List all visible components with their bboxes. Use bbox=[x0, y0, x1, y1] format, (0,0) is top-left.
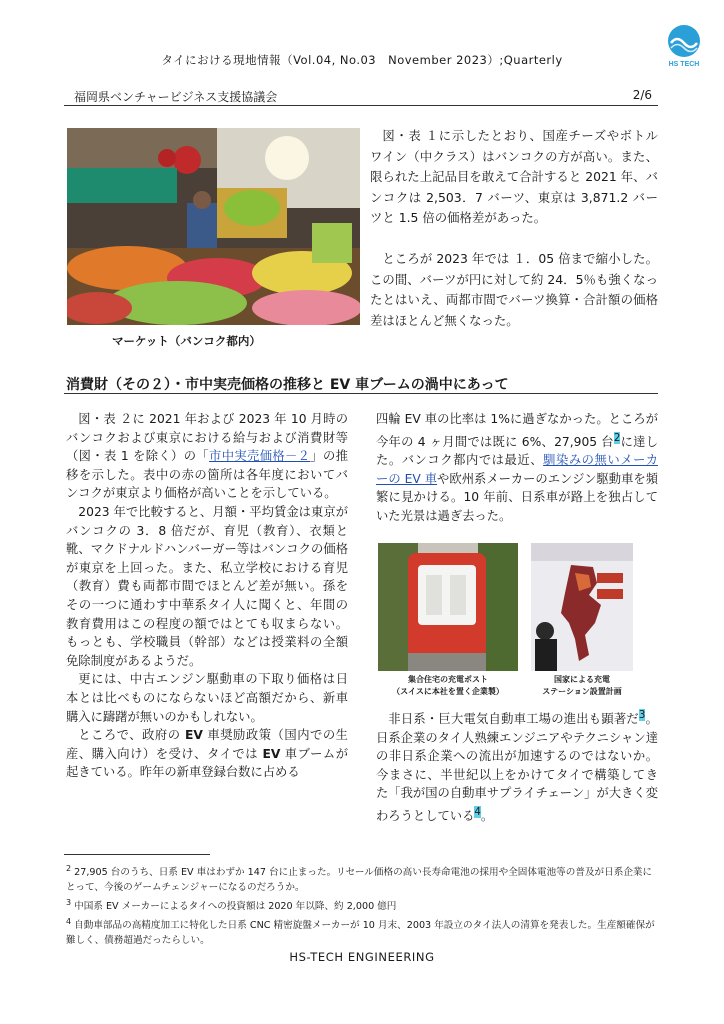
right-column-bottom bbox=[376, 706, 658, 826]
intro-paragraph-1: 図・表 １に示したとおり、国産チーズやボトルワイン（中クラス）はバンコクの方が高い。また、限られた上記品目を敢えて合計すると 2021 年、バンコクは 2,503．7 バーツ、東京は 3,871.2 バーツと 1.5 倍の価格差があった。 bbox=[370, 128, 658, 226]
charging-map-photo bbox=[531, 543, 633, 671]
right-paragraph-2: 非日系・巨大電気自動車工場の進出も顕著だ$^3$。日系企業のタイ人熟練エンジニアやテクニシャン達の非日系企業への流出が加速するのではないか。今まさに、半世紀以上をかけてタイで構築してきた「我が国の自動車サプライチェーン」が大きく変わろうとしている$^4$。 bbox=[376, 709, 658, 824]
left-paragraph-3: 更には、中古エンジン駆動車の下取り価格は日本とは比べものにならないほど高額だから、新車購入に躊躇が無いのかもしれない。 bbox=[66, 672, 348, 724]
section-rule bbox=[64, 393, 658, 394]
footnote-ref-4[interactable]: 4 bbox=[474, 806, 481, 819]
left-paragraph-1: 図・表 ２に 2021 年および 2023 年 10 月時のバンコクおよび東京における給与および消費財等（図・表 1 を除く）の「市中実売価格－２」の推移を示した。表中の赤の箇所は各年度においてバンコクが東京より価格が高いことを示している。 bbox=[66, 412, 348, 501]
left-paragraph-4: ところで、政府の EV 車奨励政策（国内での生産、購入向け）を受け、タイでは EV 車ブームが起きている。昨年の新車登録台数に占める bbox=[66, 728, 349, 780]
footnote-4: $^4$ 自動車部品の高精度加工に特化した日系 CNC 精密旋盤メーカーが 10 月末、2003 年設立のタイ法人の清算を発表した。生産額確保が難しく、債務超過だったらしい。 bbox=[66, 916, 655, 946]
right-column-top bbox=[376, 410, 658, 526]
footnote-2: $^2$ 27,905 台のうち、日系 EV 車はわずか 147 台に止まった。リセール価格の高い長寿命電池の採用や全固体電池等の普及が日系企業にとって、今後のゲームチェンジャーになるのだろうか。 bbox=[66, 864, 653, 893]
footnotes bbox=[66, 862, 660, 949]
footnote-ref-3[interactable]: 3 bbox=[638, 709, 646, 721]
right-paragraph-1: 四輪 EV 車の比率は 1%に過ぎなかった。ところが今年の 4 ヶ月間では既に 6%、27,905 台$^2$に達した。バンコク都内では最近、馴染みの無いメーカーの EV 車や欧州系メーカーのエンジン駆動車を頻繁に見かける。10 年前、日系車が路上を独占していた光景は過ぎ去った。 bbox=[376, 412, 659, 524]
hs-tech-logo bbox=[666, 24, 702, 68]
ev-charger-photo bbox=[378, 543, 518, 671]
footer-text: HS-TECH ENGINEERING bbox=[289, 950, 435, 964]
retail-price-link[interactable]: 市中実売価格－２ bbox=[209, 449, 311, 464]
section-heading: 消費財（その２）・市中実売価格の推移と EV 車ブームの渦中にあって bbox=[66, 377, 509, 393]
left-paragraph-2: 2023 年で比較すると、月額・平均賃金は東京がバンコクの 3．8 倍だが、育児（教育）、衣類と靴、マクドナルドハンバーガー等はバンコクの価格が東京を上回った。また、私立学校における育児（教育）費も両都市間でほとんど差が無い。孫をその一つに通わす中華系タイ人に聞くと、年間の教育費用はこの程度の額ではとても収まらない。もっとも、学校職員（幹部）などは授業料の全額免除制度があるようだ。 bbox=[66, 504, 348, 668]
header-rule bbox=[64, 105, 658, 106]
unfamiliar-ev-makers-link[interactable]: 馴染みの無いメーカーの EV 車 bbox=[376, 453, 658, 486]
footnote-3: $^3$ 中国系 EV メーカーによるタイへの投資額は 2020 年以降、約 2,000 億円 bbox=[66, 897, 397, 912]
footnote-rule bbox=[64, 854, 210, 855]
page-number: 2/6 bbox=[632, 88, 652, 102]
logo-wordmark: HS TECH bbox=[668, 61, 700, 68]
charging-map-caption: 国家による充電 ステーション設置計画 bbox=[542, 675, 622, 696]
footnote-ref-2[interactable]: 2 bbox=[613, 431, 621, 444]
intro-paragraph-2: ところが 2023 年では １．05 倍まで縮小した。この間、バーツが円に対して約 24．5％も強くなったとはいえ、両都市間でバーツ換算・合計額の価格差はほとんど無くなった。 bbox=[370, 250, 658, 328]
ev-charger-caption: 集合住宅の充電ポスト （スイスに本社を置く企業製） bbox=[392, 675, 504, 696]
market-photo-caption: マーケット（バンコク都内） bbox=[112, 334, 261, 348]
organization-name: 福岡県ベンチャービジネス支援協議会 bbox=[74, 90, 278, 104]
intro-text bbox=[370, 126, 658, 331]
left-column bbox=[66, 410, 348, 782]
document-header-title: タイにおける現地情報（Vol.04, No.03 November 2023）;Quarterly bbox=[161, 53, 563, 67]
market-photo bbox=[67, 128, 360, 325]
